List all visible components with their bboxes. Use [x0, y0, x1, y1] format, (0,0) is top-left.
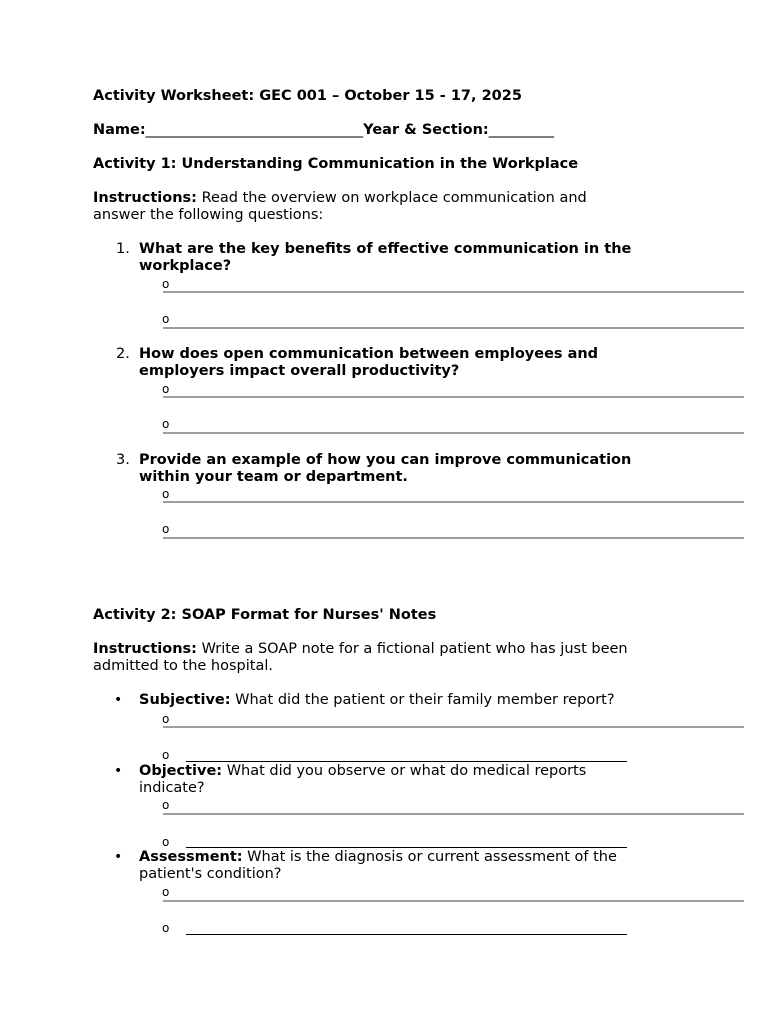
soap-item	[139, 692, 615, 709]
answer-underline[interactable]	[186, 934, 627, 935]
soap-prompt-cont: indicate?	[139, 780, 205, 796]
sub-bullet-icon: o	[162, 712, 170, 726]
activity1-instructions	[93, 190, 587, 207]
bullet-icon: •	[114, 849, 123, 865]
worksheet-title: Activity Worksheet: GEC 001 – October 15 - 17, 2025	[93, 88, 522, 104]
question-number: 1.	[116, 241, 130, 257]
question-text: Provide an example of how you can improve communication	[139, 452, 632, 468]
activity2-instructions	[93, 641, 628, 658]
sub-bullet-icon: o	[162, 748, 170, 762]
activity1-instructions-cont: answer the following questions:	[93, 207, 324, 223]
bullet-icon: •	[114, 692, 123, 708]
answer-line[interactable]	[163, 291, 744, 293]
soap-label: Objective:	[139, 763, 223, 779]
answer-line[interactable]	[163, 900, 744, 902]
question-text-cont: employers impact overall productivity?	[139, 363, 460, 379]
sub-bullet-icon: o	[162, 312, 170, 326]
question-text: How does open communication between employees and	[139, 346, 599, 362]
soap-item	[139, 763, 586, 780]
instructions-text: Read the overview on workplace communication and	[196, 190, 587, 206]
name-section-line	[93, 122, 554, 139]
answer-line[interactable]	[163, 501, 744, 503]
sub-bullet-icon: o	[162, 835, 170, 849]
soap-label: Assessment:	[139, 849, 243, 865]
soap-prompt: What is the diagnosis or current assessment of the	[242, 849, 617, 865]
soap-prompt: What did the patient or their family member report?	[230, 692, 615, 708]
sub-bullet-icon: o	[162, 277, 170, 291]
question-number: 2.	[116, 346, 130, 362]
sub-bullet-icon: o	[162, 522, 170, 536]
sub-bullet-icon: o	[162, 382, 170, 396]
soap-prompt: What did you observe or what do medical reports	[222, 763, 587, 779]
answer-line[interactable]	[163, 432, 744, 434]
soap-prompt-cont: patient's condition?	[139, 866, 282, 882]
question-text-cont: workplace?	[139, 258, 232, 274]
section-label: Year & Section:	[363, 122, 489, 138]
answer-line[interactable]	[163, 537, 744, 539]
activity2-heading: Activity 2: SOAP Format for Nurses' Notes	[93, 607, 437, 623]
answer-line[interactable]	[163, 396, 744, 398]
question-text-cont: within your team or department.	[139, 469, 408, 485]
section-blank[interactable]: _________	[488, 122, 554, 138]
instructions-label: Instructions:	[93, 641, 197, 657]
activity1-heading: Activity 1: Understanding Communication in the Workplace	[93, 156, 579, 172]
sub-bullet-icon: o	[162, 417, 170, 431]
soap-item	[139, 849, 617, 866]
answer-line[interactable]	[163, 813, 744, 815]
soap-label: Subjective:	[139, 692, 231, 708]
answer-line[interactable]	[163, 327, 744, 329]
name-blank[interactable]: ______________________________	[145, 122, 364, 138]
answer-line[interactable]	[163, 726, 744, 728]
sub-bullet-icon: o	[162, 487, 170, 501]
sub-bullet-icon: o	[162, 921, 170, 935]
question-text: What are the key benefits of effective communication in the	[139, 241, 632, 257]
bullet-icon: •	[114, 763, 123, 779]
instructions-text: Write a SOAP note for a fictional patient who has just been	[196, 641, 628, 657]
instructions-label: Instructions:	[93, 190, 197, 206]
sub-bullet-icon: o	[162, 798, 170, 812]
sub-bullet-icon: o	[162, 885, 170, 899]
answer-underline[interactable]	[186, 847, 627, 848]
answer-underline[interactable]	[186, 761, 627, 762]
question-number: 3.	[116, 452, 130, 468]
activity2-instructions-cont: admitted to the hospital.	[93, 658, 273, 674]
name-label: Name:	[93, 122, 146, 138]
